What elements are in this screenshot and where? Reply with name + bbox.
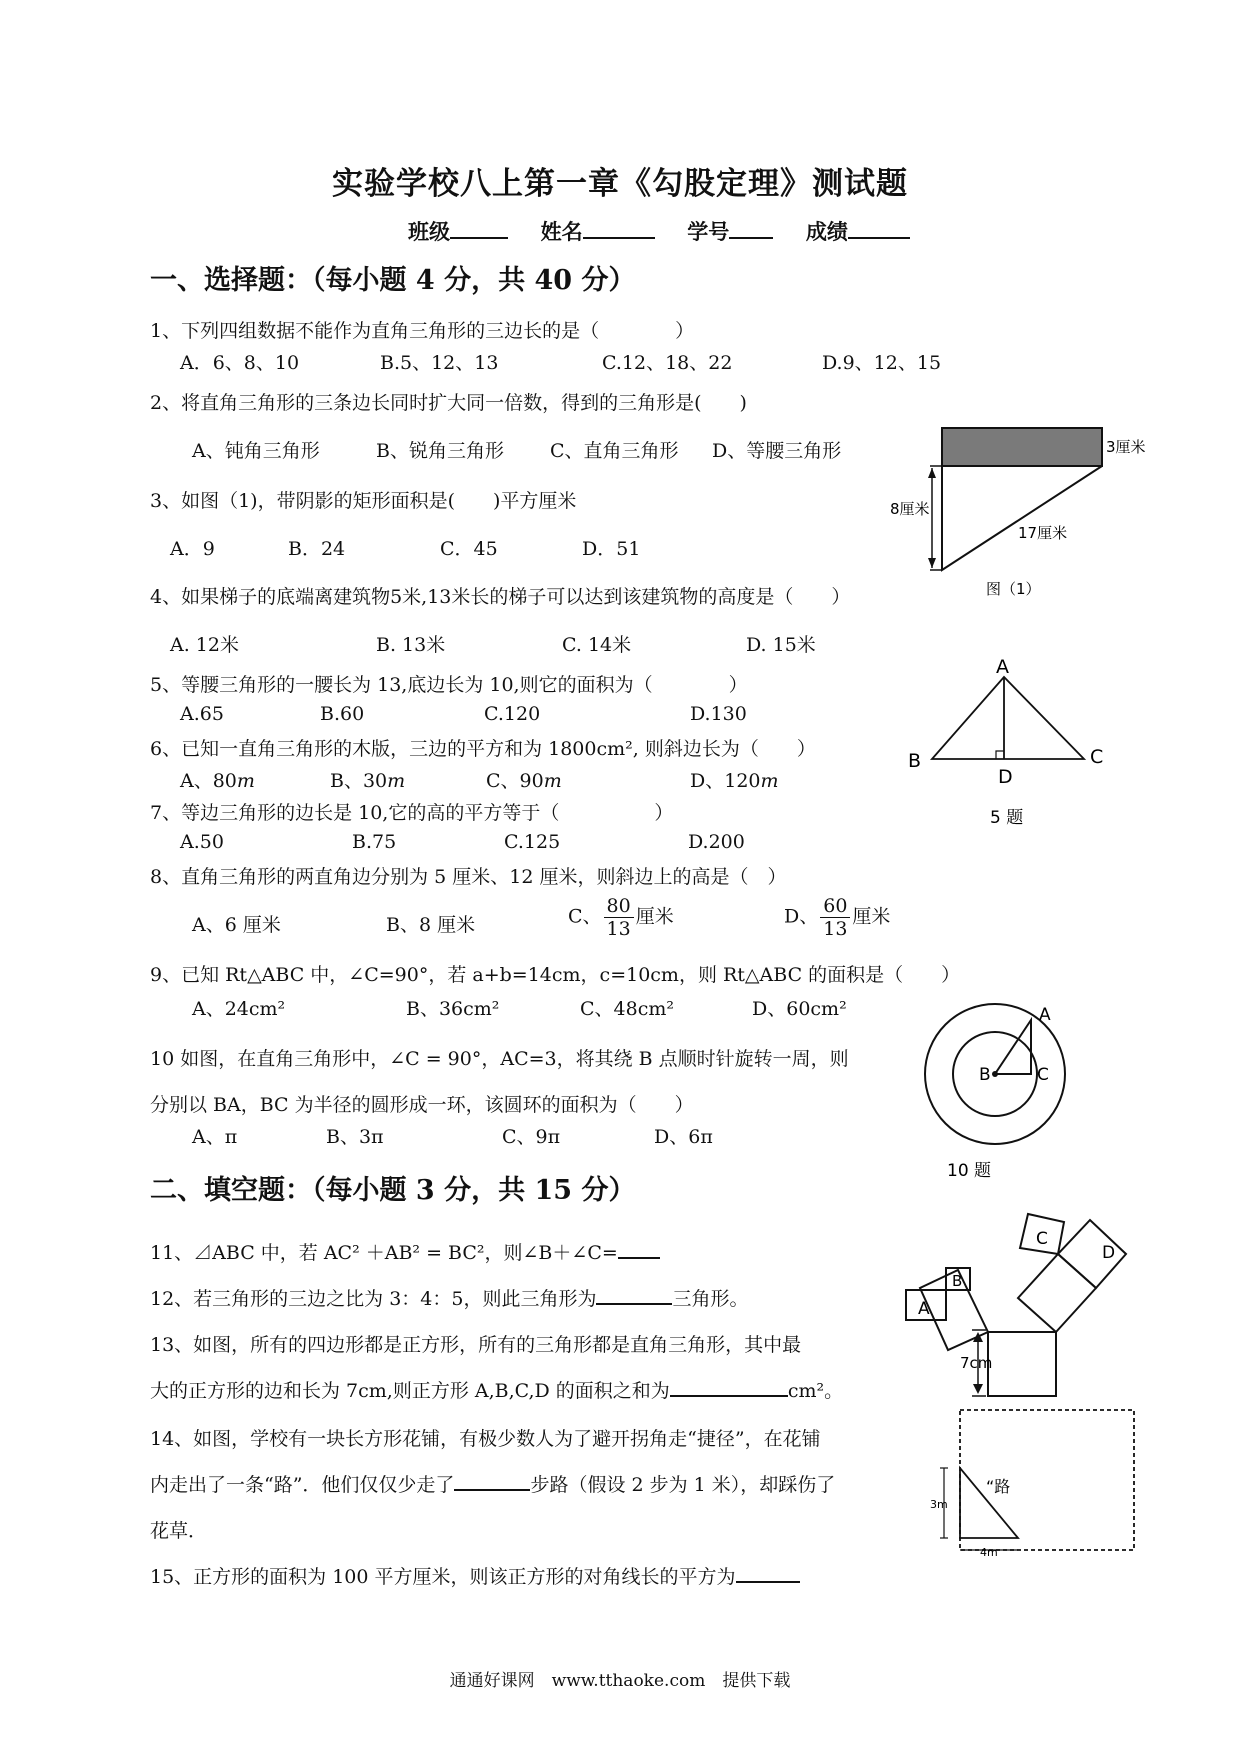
q12-blank[interactable] xyxy=(596,1285,672,1305)
q7-option-a[interactable]: A.50 xyxy=(180,831,224,853)
question-2: 2、将直角三角形的三条边长同时扩大同一倍数，得到的三角形是( ) xyxy=(150,392,747,414)
label-3cm: 3厘米 xyxy=(1106,438,1146,456)
page-footer: 通通好课网 www.tthaoke.com 提供下载 xyxy=(449,1671,791,1691)
width-label: 4m xyxy=(980,1546,998,1559)
q9-option-c[interactable]: C、48cm² xyxy=(580,998,674,1020)
question-4: 4、如果梯子的底端离建筑物5米,13米长的梯子可以达到该建筑物的高度是（ ） xyxy=(150,586,851,608)
square-d xyxy=(1058,1220,1126,1288)
square-b-label: B xyxy=(952,1272,963,1290)
score-blank[interactable] xyxy=(848,219,910,239)
q8-option-d[interactable]: D、 $\frac{60}{13}$ 厘米 xyxy=(784,895,891,940)
q9-option-b[interactable]: B、36cm² xyxy=(406,998,500,1020)
square-a-label: A xyxy=(918,1299,930,1319)
question-14-line-1: 14、如图，学校有一块长方形花铺，有极少数人为了避开拐角走“捷径”，在花铺 xyxy=(150,1428,821,1450)
point-a-label: A xyxy=(996,656,1009,678)
figure-14-diagram xyxy=(930,1400,1150,1560)
q6-option-b[interactable]: B、30m xyxy=(330,770,406,792)
question-14-line-3: 花草． xyxy=(150,1520,208,1542)
figure-10-caption: 10 题 xyxy=(947,1161,992,1181)
figure-13-diagram xyxy=(900,1190,1160,1400)
isosceles-triangle xyxy=(932,677,1084,759)
q6-option-d[interactable]: D、120m xyxy=(690,770,779,792)
q1-option-b[interactable]: B.5、12、13 xyxy=(380,352,499,374)
page-title: 实验学校八上第一章《勾股定理》测试题 xyxy=(332,166,908,202)
label-8cm: 8厘米 xyxy=(890,500,930,518)
q8-option-c[interactable]: C、 $\frac{80}{13}$ 厘米 xyxy=(568,895,674,940)
point-a-label: A xyxy=(1039,1005,1051,1025)
q5-option-c[interactable]: C.120 xyxy=(484,703,541,725)
class-label: 班级 xyxy=(408,219,450,244)
q4-option-d[interactable]: D. 15米 xyxy=(746,634,816,656)
q8-fraction-c: $\frac{80}{13}$ xyxy=(604,895,634,940)
q8-fraction-d: $\frac{60}{13}$ xyxy=(820,895,850,940)
q2-option-d[interactable]: D、等腰三角形 xyxy=(712,440,842,462)
point-b-label: B xyxy=(908,750,922,772)
q5-option-b[interactable]: B.60 xyxy=(320,703,365,725)
figure-5-caption: 5 题 xyxy=(990,808,1024,828)
point-d-label: D xyxy=(998,766,1013,788)
q7-option-c[interactable]: C.125 xyxy=(504,831,561,853)
question-11: 11、⊿ABC 中，若 AC² ＋AB² = BC²，则∠B＋∠C= xyxy=(150,1238,660,1265)
q9-option-d[interactable]: D、60cm² xyxy=(752,998,847,1020)
big-square xyxy=(988,1332,1056,1396)
triangle-outline xyxy=(942,466,1102,570)
question-8: 8、直角三角形的两直角边分别为 5 厘米、12 厘米，则斜边上的高是（ ） xyxy=(150,866,787,888)
question-7: 7、等边三角形的边长是 10,它的高的平方等于（ ） xyxy=(150,802,674,824)
q10-option-b[interactable]: B、3π xyxy=(326,1126,384,1148)
q6-option-a[interactable]: A、80m xyxy=(180,770,255,792)
point-c-label: C xyxy=(1037,1065,1049,1085)
q3-option-c[interactable]: C．45 xyxy=(440,538,498,560)
figure-10-diagram xyxy=(905,1000,1105,1200)
class-blank[interactable] xyxy=(450,219,508,239)
shaded-rectangle xyxy=(942,428,1102,466)
q15-blank[interactable] xyxy=(736,1563,800,1583)
q7-option-d[interactable]: D.200 xyxy=(688,831,745,853)
q1-option-c[interactable]: C.12、18、22 xyxy=(602,352,733,374)
question-1: 1、下列四组数据不能作为直角三角形的三边长的是（ ） xyxy=(150,320,695,342)
q2-option-c[interactable]: C、直角三角形 xyxy=(550,440,679,462)
question-15: 15、正方形的面积为 100 平方厘米，则该正方形的对角线长的平方为 xyxy=(150,1562,800,1589)
question-3: 3、如图（1)，带阴影的矩形面积是( )平方厘米 xyxy=(150,490,577,512)
student-info-row xyxy=(408,216,910,246)
question-6: 6、已知一直角三角形的木版，三边的平方和为 1800cm², 则斜边长为（ ） xyxy=(150,738,816,760)
q1-option-d[interactable]: D.9、12、15 xyxy=(822,352,942,374)
q10-option-a[interactable]: A、π xyxy=(192,1126,238,1148)
q10-option-c[interactable]: C、9π xyxy=(502,1126,561,1148)
point-b-label: B xyxy=(979,1065,991,1085)
figure-1-caption: 图（1） xyxy=(986,580,1041,598)
q13-blank[interactable] xyxy=(670,1377,788,1397)
label-17cm: 17厘米 xyxy=(1018,524,1068,542)
length-label: 7cm xyxy=(960,1354,993,1372)
q4-option-b[interactable]: B. 13米 xyxy=(376,634,446,656)
figure-5-diagram xyxy=(900,655,1120,835)
q7-option-b[interactable]: B.75 xyxy=(352,831,397,853)
q2-option-a[interactable]: A、钝角三角形 xyxy=(192,440,320,462)
question-5: 5、等腰三角形的一腰长为 13,底边长为 10,则它的面积为（ ） xyxy=(150,674,748,696)
q10-option-d[interactable]: D、6π xyxy=(654,1126,713,1148)
q4-option-c[interactable]: C. 14米 xyxy=(562,634,632,656)
q4-option-a[interactable]: A. 12米 xyxy=(170,634,239,656)
q3-option-b[interactable]: B．24 xyxy=(288,538,346,560)
question-12: 12、若三角形的三边之比为 3：4：5，则此三角形为 三角形。 xyxy=(150,1284,749,1311)
question-13-line-1: 13、如图，所有的四边形都是正方形，所有的三角形都是直角三角形，其中最 xyxy=(150,1334,802,1356)
section-heading-fill: 二、填空题：（每小题 3 分，共 15 分） xyxy=(150,1175,636,1206)
id-blank[interactable] xyxy=(729,219,773,239)
q3-option-d[interactable]: D．51 xyxy=(582,538,641,560)
small-square-right xyxy=(1018,1254,1096,1332)
question-9: 9、已知 Rt△ABC 中，∠C=90°，若 a+b=14cm，c=10cm，则 Rt△ABC 的面积是（ ） xyxy=(150,964,961,986)
right-triangle xyxy=(995,1020,1031,1074)
question-10-line-1: 10 如图，在直角三角形中，∠C = 90°，AC=3，将其绕 B 点顺时针旋转一周，则 xyxy=(150,1048,849,1070)
q2-option-b[interactable]: B、锐角三角形 xyxy=(376,440,504,462)
name-blank[interactable] xyxy=(583,219,655,239)
question-14-line-2: 内走出了一条“路”．他们仅仅少走了 步路（假设 2 步为 1 米），却踩伤了 xyxy=(150,1470,835,1497)
square-d-label: D xyxy=(1102,1243,1116,1263)
figure-1-diagram xyxy=(890,420,1170,600)
name-label: 姓名 xyxy=(540,219,583,244)
q11-blank[interactable] xyxy=(618,1239,660,1259)
q14-blank[interactable] xyxy=(454,1471,530,1491)
score-label: 成绩 xyxy=(805,219,848,244)
question-10-line-2: 分别以 BA，BC 为半径的圆形成一环，该圆环的面积为（ ） xyxy=(150,1094,694,1116)
section-heading-choice: 一、选择题：（每小题 4 分，共 40 分） xyxy=(150,265,636,296)
question-13-line-2: 大的正方形的边和长为 7cm,则正方形 A,B,C,D 的面积之和为 cm²。 xyxy=(150,1376,843,1403)
q1-option-a[interactable]: A．6、8、10 xyxy=(180,352,300,374)
q8-option-a[interactable]: A、6 厘米 xyxy=(192,914,281,936)
height-label: 3m xyxy=(930,1498,948,1511)
id-label: 学号 xyxy=(687,219,730,244)
q5-option-d[interactable]: D.130 xyxy=(690,703,747,725)
road-label: “路 xyxy=(986,1477,1011,1496)
q6-option-c[interactable]: C、90m xyxy=(486,770,562,792)
q8-option-b[interactable]: B、8 厘米 xyxy=(386,914,476,936)
q9-option-a[interactable]: A、24cm² xyxy=(192,998,286,1020)
q3-option-a[interactable]: A．9 xyxy=(170,538,215,560)
square-c-label: C xyxy=(1036,1229,1048,1249)
point-c-label: C xyxy=(1090,746,1104,768)
q5-option-a[interactable]: A.65 xyxy=(180,703,224,725)
